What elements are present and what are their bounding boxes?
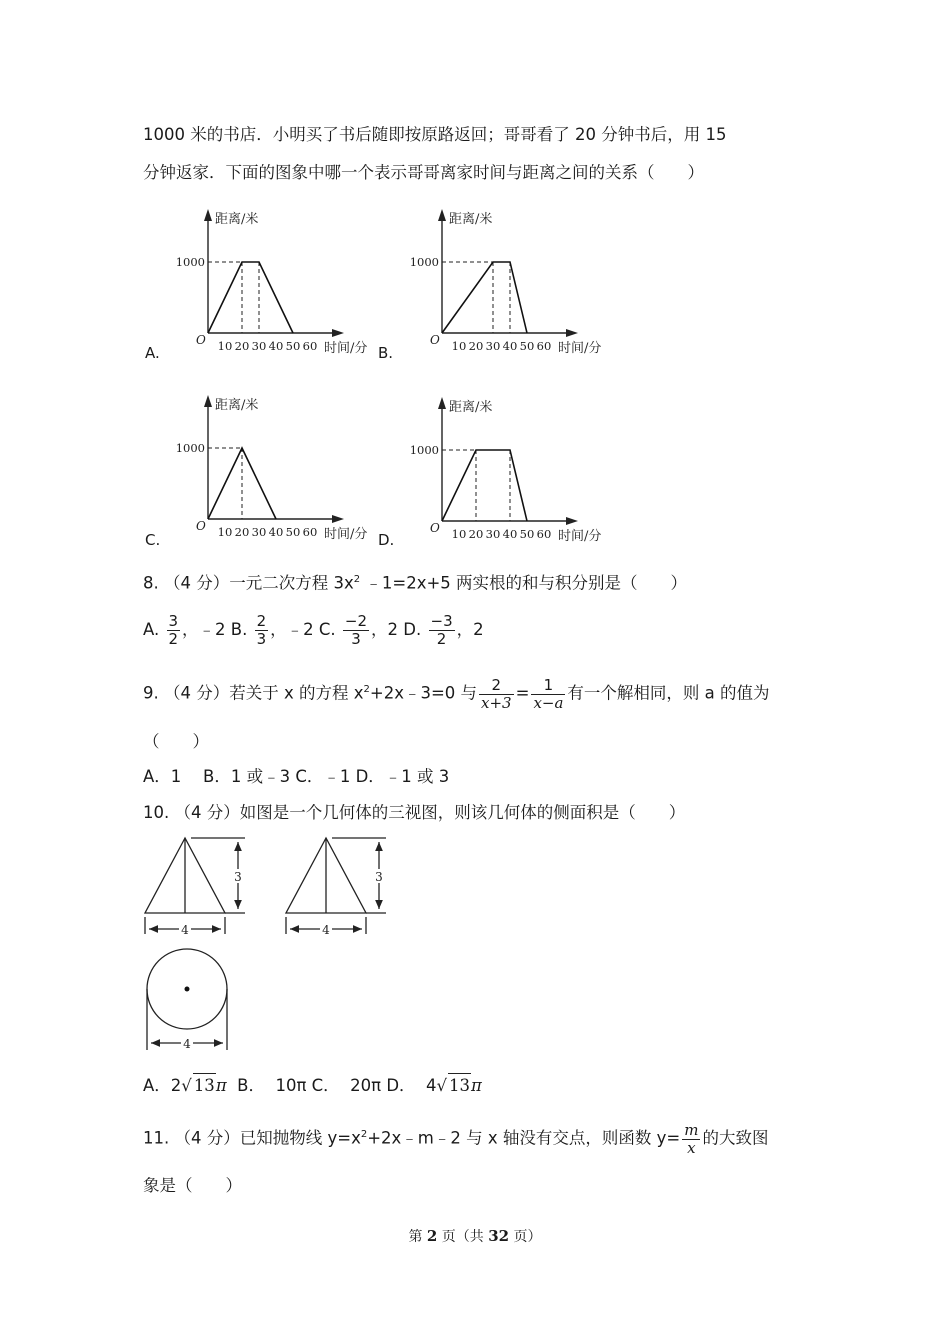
x-tick-label: 30 [485,339,501,353]
q10-options: A．2√ 13π B． 10π C． 20π D． 4√ 13π [143,1073,482,1098]
q11-answer-line: 象是（ ） [143,1176,242,1195]
origin-label: O [196,519,206,533]
x-tick-label: 10 [451,339,467,353]
x-tick-label: 10 [451,527,467,541]
x-tick-label: 40 [268,525,284,539]
q10-top-view [147,949,227,1050]
y-axis-label: 距离/米 [215,212,259,227]
q7-text-line1: 1000 米的书店．小明买了书后随即按原路返回；哥哥看了 20 分钟书后，用 15 [143,125,727,144]
y-axis-label: 距离/米 [449,400,493,415]
x-tick-label: 20 [234,339,250,353]
q11-frac: $\frac{m}{x}$ [684,1120,699,1157]
q9-frac-2: $\frac{1}{x-a}$ [533,675,564,712]
y-axis-label: 距离/米 [449,212,493,227]
x-axis-label: 时间/分 [558,341,602,356]
q8-frac-c: $\frac{-2}{3}$ [344,612,368,648]
q10-front-view [145,838,245,934]
page-footer: 第 2 页（共 32 页） [408,1227,542,1245]
x-tick-label: 40 [502,527,518,541]
y-tick-label: 1000 [175,255,205,269]
x-tick-label: 20 [468,527,484,541]
q10-front-width-label: 4 [181,923,189,937]
x-tick-label: 20 [234,525,250,539]
q7-option-d-label: D. [378,531,395,549]
origin-label: O [430,521,440,535]
x-tick-label: 60 [302,525,318,539]
x-tick-label: 40 [502,339,518,353]
q9-stem: 9. （4 分）若关于 x 的方程 $x^2+2x﹣3=0$ 与 $\frac{2}{x+3}$ = $\frac{1}{x-a}$ 有一个解相同，则 a 的值为 [143,675,770,712]
x-tick-label: 30 [251,339,267,353]
q10-side-height-label: 3 [375,870,383,884]
q8-frac-d: $\frac{-3}{2}$ [430,612,453,648]
q7-text-line2: 分钟返家．下面的图象中哪一个表示哥哥离家时间与距离之间的关系（ ） [143,163,704,182]
q9-frac-1: $\frac{2}{x+3}$ [481,675,512,712]
x-tick-label: 60 [536,527,552,541]
q11-stem: 11. （4 分）已知抛物线 $y=x^2+2x﹣m﹣2$ 与 x 轴没有交点，则函数 y= $\frac{m}{x}$ 的大致图 [143,1120,769,1157]
q7-option-c-label: C. [145,531,161,549]
y-tick-label: 1000 [409,255,439,269]
y-tick-label: 1000 [175,441,205,455]
x-tick-label: 30 [485,527,501,541]
q10-top-center-dot [185,987,190,992]
x-tick-label: 60 [536,339,552,353]
q10-side-width-label: 4 [322,923,330,937]
x-tick-label: 10 [217,525,233,539]
x-tick-label: 20 [468,339,484,353]
x-tick-label: 10 [217,339,233,353]
x-axis-label: 时间/分 [324,527,368,542]
q10-front-height-label: 3 [234,870,242,884]
x-tick-label: 50 [285,339,301,353]
x-tick-label: 40 [268,339,284,353]
q9-answer-blank: （ ） [143,732,209,751]
x-axis-label: 时间/分 [324,341,368,356]
q8-stem: 8. （4 分）一元二次方程 $3x^2$ ﹣1=2x+5 两实根的和与积分别是（ ） [143,573,688,593]
q10-stem: 10. （4 分）如图是一个几何体的三视图，则该几何体的侧面积是（ ） [143,803,686,822]
q10-side-view [286,838,386,934]
q8-frac-a: $\frac{3}{2}$ [168,612,179,648]
q8-frac-b: $\frac{2}{3}$ [256,612,267,648]
q7-option-a-label: A. [145,344,160,362]
x-tick-label: 50 [519,339,535,353]
q9-options: A．1 B．1 或﹣3 C．﹣1 D．﹣1 或 3 [143,767,450,786]
x-tick-label: 50 [519,527,535,541]
q8-options: A. $\frac{3}{2}$ ，﹣2 B. $\frac{2}{3}$ ，﹣2 C. $\frac{-2}{3}$ ，2 D. $\frac{-3}{2}$ ，2 [143,612,484,648]
x-axis-label: 时间/分 [558,529,602,544]
x-tick-label: 60 [302,339,318,353]
x-tick-label: 30 [251,525,267,539]
origin-label: O [196,333,206,347]
x-tick-label: 50 [285,525,301,539]
q7-option-b-label: B. [378,344,394,362]
q10-top-width-label: 4 [183,1037,191,1051]
y-tick-label: 1000 [409,443,439,457]
origin-label: O [430,333,440,347]
y-axis-label: 距离/米 [215,398,259,413]
